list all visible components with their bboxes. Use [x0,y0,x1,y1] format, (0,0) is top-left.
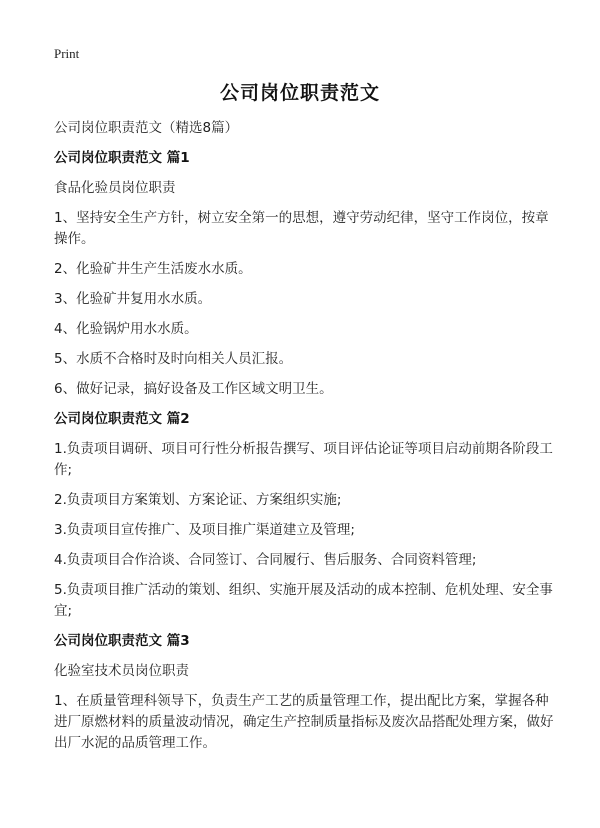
document-intro: 公司岗位职责范文（精选8篇） [54,120,239,136]
section-paragraph: 1.负责项目调研、项目可行性分析报告撰写、项目评估论证等项目启动前期各阶段工作; [54,441,553,478]
section-paragraph: 6、做好记录，搞好设备及工作区域文明卫生。 [54,381,333,397]
section-paragraph: 5.负责项目推广活动的策划、组织、实施开展及活动的成本控制、危机处理、安全事宜; [54,582,553,619]
section-heading: 公司岗位职责范文 篇1 [54,150,190,166]
section-paragraph: 1、在质量管理科领导下，负责生产工艺的质量管理工作，提出配比方案，掌握各种进厂原燃材料的质量波动情况，确定生产控制质量指标及废次品搭配处理方案，做好出厂水泥的品质管理工作。 [54,693,554,751]
section-paragraph: 5、水质不合格时及时向相关人员汇报。 [54,351,293,367]
document-title: 公司岗位职责范文 [219,82,380,104]
section-paragraph: 食品化验员岗位职责 [54,180,176,196]
section-paragraph: 4、化验锅炉用水水质。 [54,321,198,337]
section-paragraph: 4.负责项目合作洽谈、合同签订、合同履行、售后服务、合同资料管理; [54,552,477,568]
section-paragraph: 3、化验矿井复用水水质。 [54,291,212,307]
section-heading: 公司岗位职责范文 篇3 [54,633,190,649]
print-label[interactable]: Print [54,46,80,61]
section-paragraph: 2、化验矿井生产生活废水水质。 [54,261,252,277]
section-paragraph: 2.负责项目方案策划、方案论证、方案组织实施; [54,492,342,508]
section-paragraph: 3.负责项目宣传推广、及项目推广渠道建立及管理; [54,522,355,538]
section-heading: 公司岗位职责范文 篇2 [54,411,190,427]
document-body [54,118,554,763]
section-paragraph: 化验室技术员岗位职责 [54,663,189,679]
section-paragraph: 1、坚持安全生产方针，树立安全第一的思想，遵守劳动纪律，坚守工作岗位，按章操作。 [54,210,549,247]
